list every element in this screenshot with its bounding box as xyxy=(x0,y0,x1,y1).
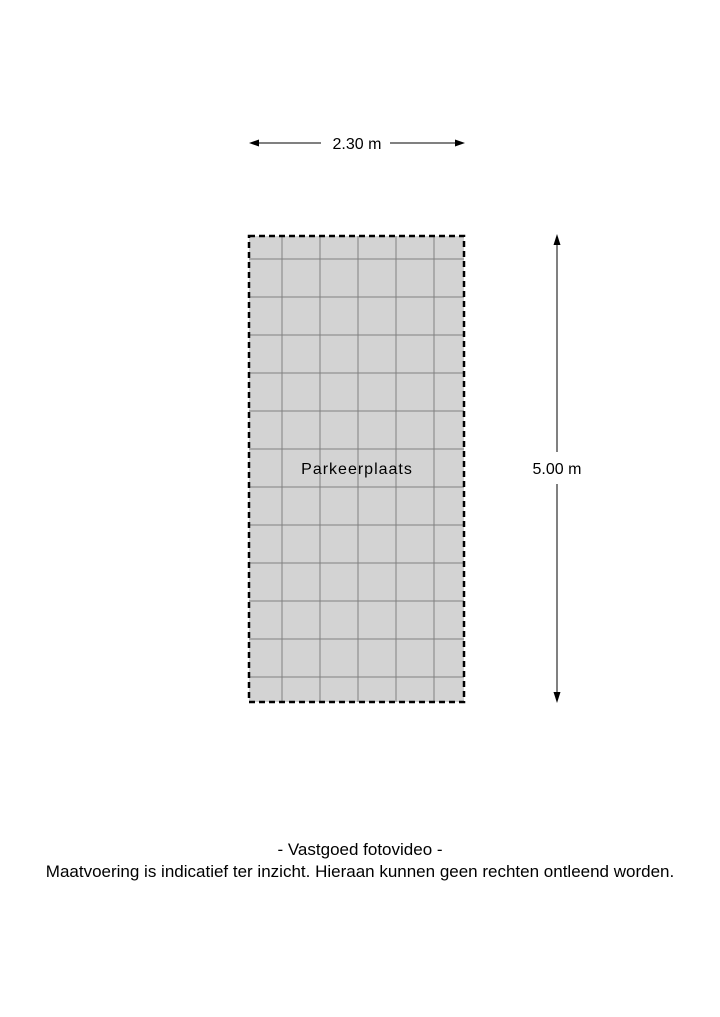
height-arrow-bottom-icon xyxy=(554,692,561,703)
height-label: 5.00 m xyxy=(532,461,582,478)
height-dimension xyxy=(533,234,582,703)
footer-disclaimer: Maatvoering is indicatief ter inzicht. Hieraan kunnen geen rechten ontleend worden. xyxy=(45,862,675,881)
footer-brand: - Vastgoed fotovideo - xyxy=(277,840,443,859)
width-dimension xyxy=(249,136,465,153)
room-label: Parkeerplaats xyxy=(301,461,413,478)
width-label: 2.30 m xyxy=(332,136,382,153)
width-arrow-left-icon xyxy=(249,140,259,147)
width-arrow-right-icon xyxy=(455,140,465,147)
height-arrow-top-icon xyxy=(554,234,561,245)
room-parkeerplaats xyxy=(249,236,464,702)
